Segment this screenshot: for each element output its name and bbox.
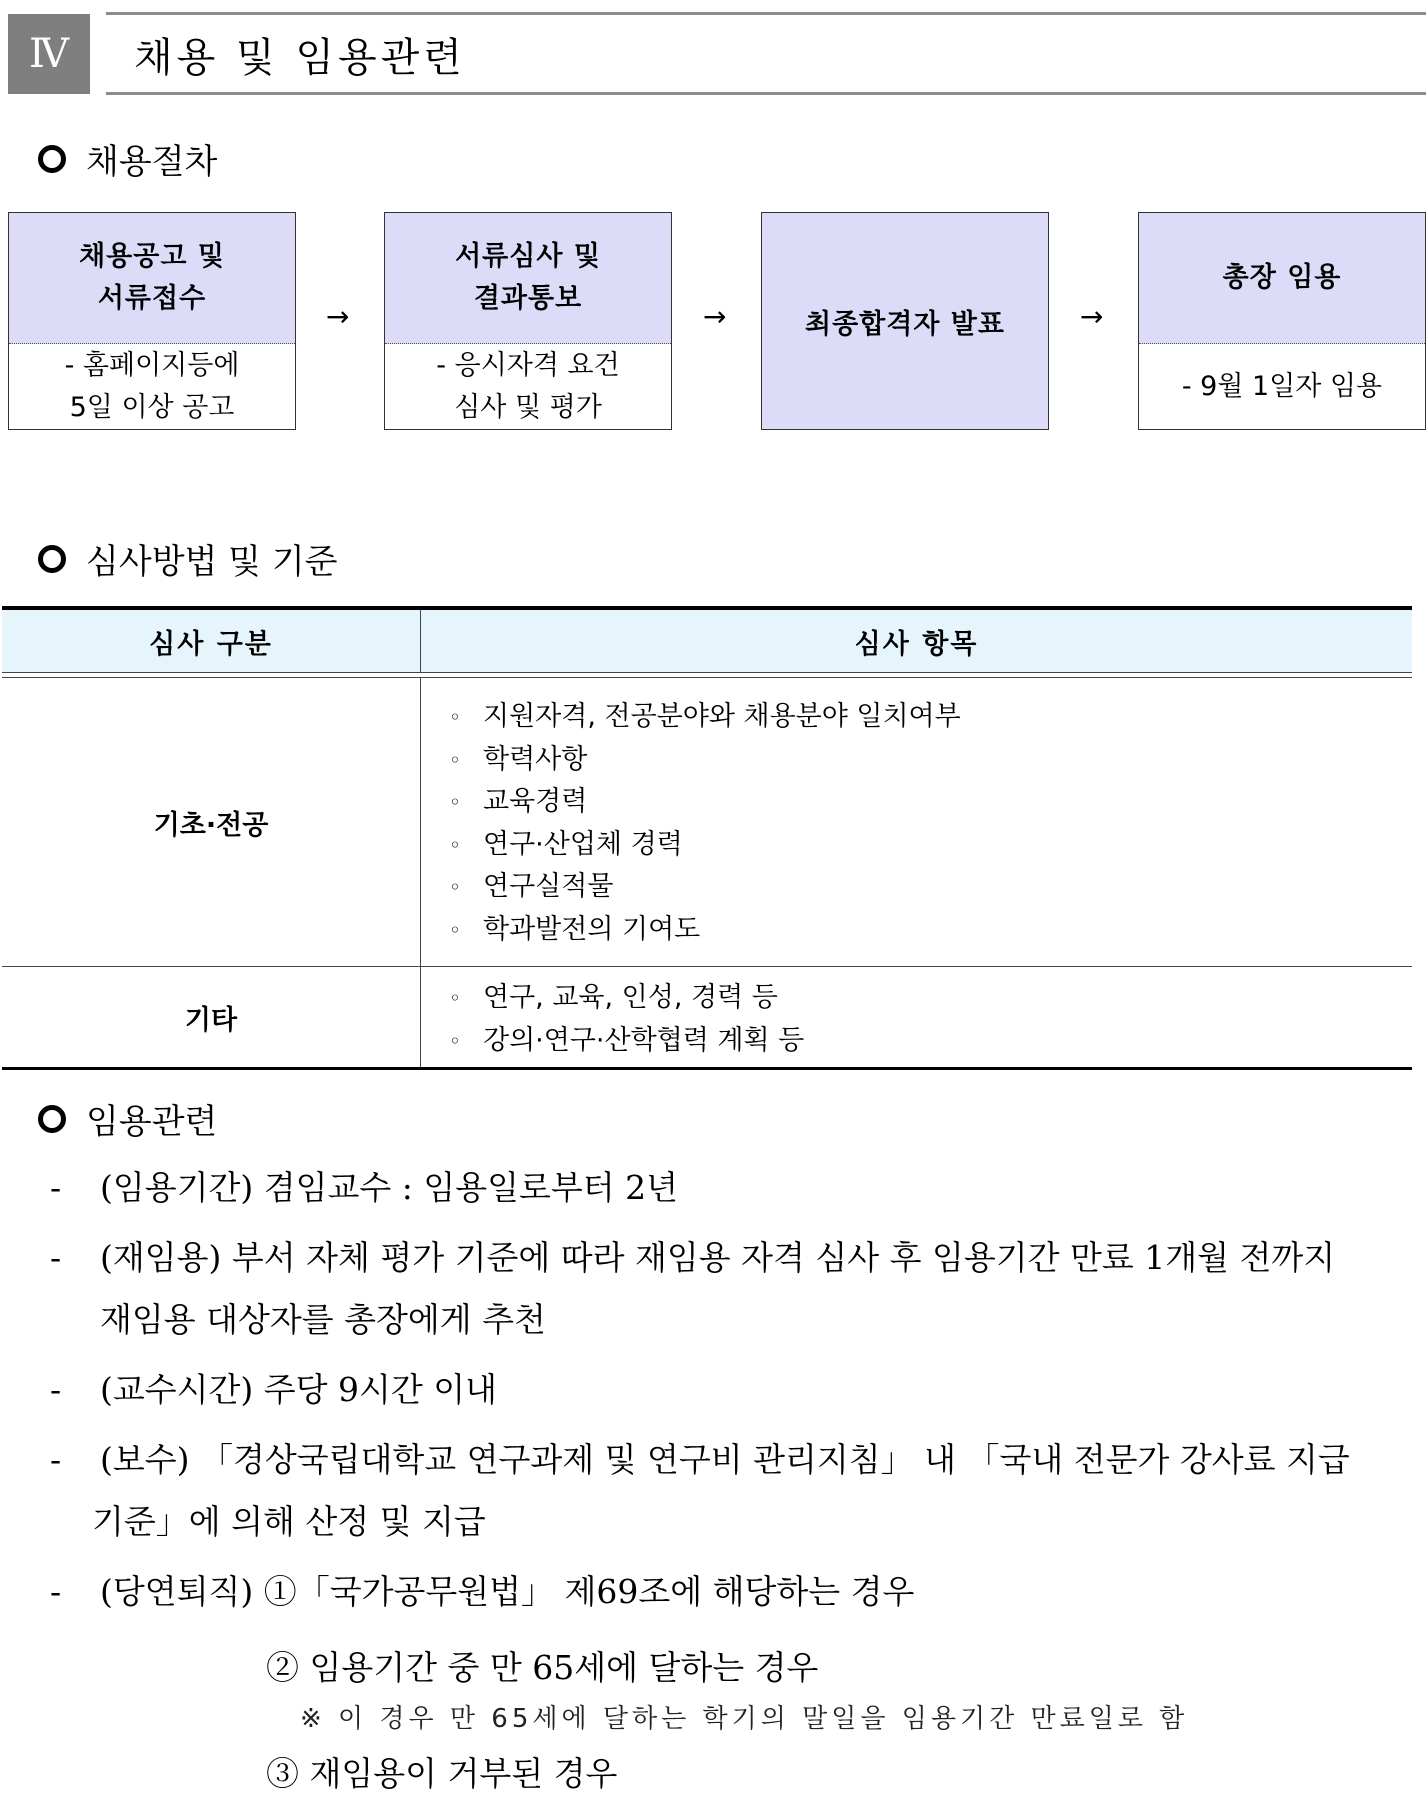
procedure-step-2 bbox=[384, 212, 672, 430]
procedure-step-1 bbox=[8, 212, 296, 430]
appointment-item-reappointment: - (재임용) 부서 자체 평가 기준에 따라 재임용 자격 심사 후 임용기간 만료 1개월 전까지 bbox=[50, 1238, 1336, 1277]
appointment-heading-text: 임용관련 bbox=[86, 1102, 218, 1142]
row-items bbox=[421, 678, 1412, 966]
header-line-bottom bbox=[106, 92, 1426, 95]
step-1-detail: - 홈페이지등에 5일 이상 공고 bbox=[64, 350, 240, 423]
dash-bullet: - bbox=[50, 1440, 62, 1479]
appointment-item-pay-cont: 기준」에 의해 산정 및 지급 bbox=[92, 1502, 486, 1541]
review-heading bbox=[38, 534, 338, 583]
header-items: 심사 항목 bbox=[854, 628, 979, 660]
list-item: ◦ 연구실적물 bbox=[449, 866, 1412, 909]
bullet-icon: ◦ bbox=[449, 747, 461, 772]
section-number: Ⅳ bbox=[29, 31, 69, 77]
list-item: ◦ 강의·연구·산학협력 계획 등 bbox=[449, 1020, 1412, 1063]
step-4-detail: - 9월 1일자 임용 bbox=[1181, 371, 1383, 402]
arrow-1: → bbox=[326, 300, 350, 333]
row-category: 기초·전공 bbox=[2, 678, 421, 966]
dash-bullet: - bbox=[50, 1572, 62, 1611]
row-items bbox=[421, 967, 1412, 1067]
table-row bbox=[2, 967, 1412, 1067]
appointment-item-reappointment-cont: 재임용 대상자를 총장에게 추천 bbox=[100, 1300, 546, 1339]
review-heading-text: 심사방법 및 기준 bbox=[86, 542, 338, 582]
procedure-heading bbox=[38, 134, 217, 183]
section-number-badge bbox=[8, 14, 90, 94]
procedure-heading-text: 채용절차 bbox=[86, 142, 218, 182]
bullet-icon: ◦ bbox=[449, 705, 461, 729]
header-category: 심사 구분 bbox=[2, 610, 421, 672]
list-item: ◦ 연구·산업체 경력 bbox=[449, 824, 1412, 867]
dash-bullet: - bbox=[50, 1168, 62, 1207]
circle-bullet-icon bbox=[38, 1105, 66, 1133]
table-row bbox=[2, 678, 1412, 967]
step-2-detail: - 응시자격 요건 심사 및 평가 bbox=[436, 350, 620, 423]
row-category: 기타 bbox=[2, 967, 421, 1067]
appointment-item-period: - (임용기간) 겸임교수 : 임용일로부터 2년 bbox=[50, 1168, 678, 1207]
bullet-icon: ◦ bbox=[449, 790, 461, 814]
list-item: ◦ 학력사항 bbox=[449, 739, 1412, 782]
section-title: 채용 및 임용관련 bbox=[134, 35, 466, 81]
appointment-heading bbox=[38, 1094, 217, 1143]
step-3-title: 최종합격자 발표 bbox=[762, 213, 1048, 429]
circle-bullet-icon bbox=[38, 145, 66, 173]
bullet-icon: ◦ bbox=[449, 1028, 461, 1053]
bullet-icon: ◦ bbox=[449, 875, 461, 899]
appointment-item-hours: - (교수시간) 주당 9시간 이내 bbox=[50, 1370, 497, 1409]
step-2-title: 서류심사 및 결과통보 bbox=[385, 213, 671, 344]
arrow-2: → bbox=[703, 300, 727, 333]
arrow-3: → bbox=[1080, 300, 1104, 333]
header-line-top bbox=[106, 12, 1426, 15]
appointment-item-pay: - (보수) 「경상국립대학교 연구과제 및 연구비 관리지침」 내 「국내 전문가 강사료 지급 bbox=[50, 1440, 1350, 1479]
list-item: ◦ 지원자격, 전공분야와 채용분야 일치여부 bbox=[449, 696, 1412, 739]
retirement-case-2: ② 임용기간 중 만 65세에 달하는 경우 bbox=[266, 1648, 819, 1687]
procedure-step-4 bbox=[1138, 212, 1426, 430]
step-1-title: 채용공고 및 서류접수 bbox=[9, 213, 295, 344]
bullet-icon: ◦ bbox=[449, 986, 461, 1010]
review-table bbox=[2, 606, 1412, 1070]
list-item: ◦ 교육경력 bbox=[449, 781, 1412, 824]
procedure-step-3 bbox=[761, 212, 1049, 430]
retirement-case-3: ③ 재임용이 거부된 경우 bbox=[266, 1754, 618, 1793]
dash-bullet: - bbox=[50, 1370, 62, 1409]
list-item: ◦ 연구, 교육, 인성, 경력 등 bbox=[449, 977, 1412, 1020]
step-4-title: 총장 임용 bbox=[1139, 213, 1425, 344]
circle-bullet-icon bbox=[38, 545, 66, 573]
table-header-row bbox=[2, 610, 1412, 672]
list-item: ◦ 학과발전의 기여도 bbox=[449, 909, 1412, 952]
appointment-item-retirement: - (당연퇴직) ①「국가공무원법」 제69조에 해당하는 경우 bbox=[50, 1572, 915, 1611]
retirement-note: ※ 이 경우 만 65세에 달하는 학기의 말일을 임용기간 만료일로 함 bbox=[300, 1704, 1189, 1734]
dash-bullet: - bbox=[50, 1238, 62, 1277]
bullet-icon: ◦ bbox=[449, 832, 461, 857]
bullet-icon: ◦ bbox=[449, 917, 461, 942]
